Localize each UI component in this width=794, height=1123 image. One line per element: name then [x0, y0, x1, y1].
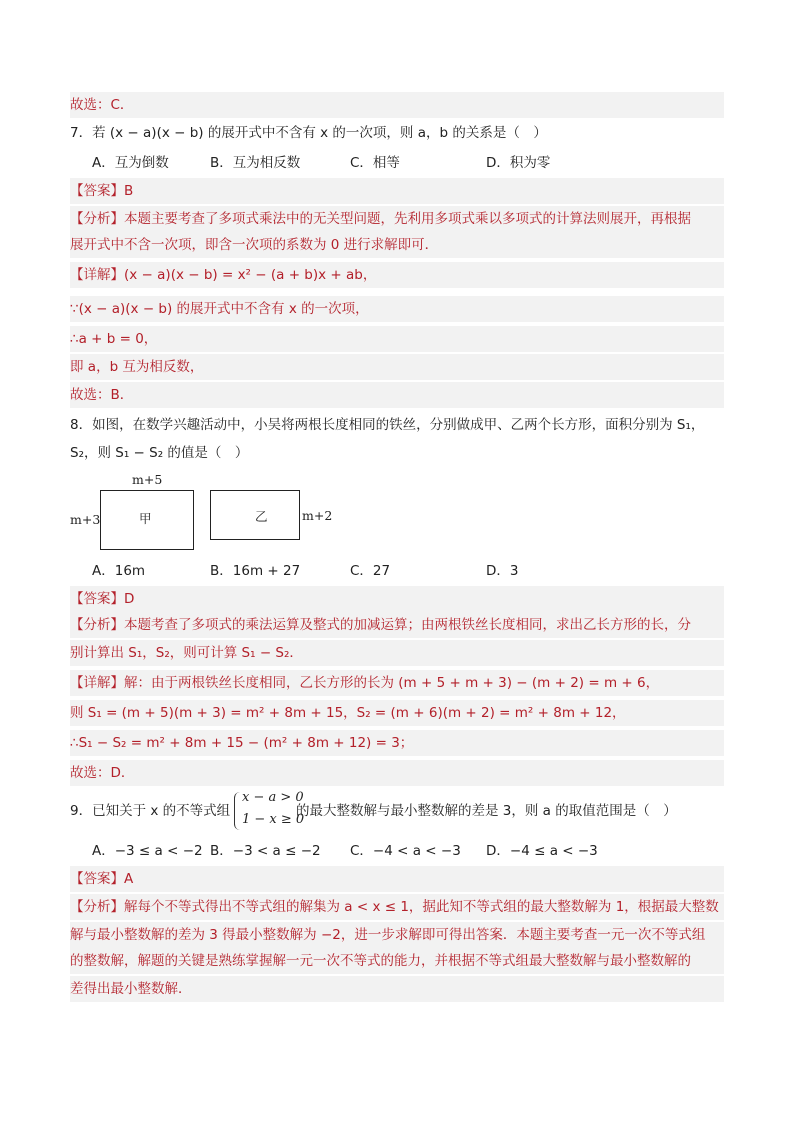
option-d: D．积为零 [486, 155, 551, 171]
detail-line: ∴S₁ − S₂ = m² + 8m + 15 − (m² + 8m + 12) = 3； [70, 730, 724, 756]
question-8: 8．如图，在数学兴趣活动中，小吴将两根长度相同的铁丝，分别做成甲、乙两个长方形，面积分别为 S₁， [70, 417, 705, 433]
question-9-options [70, 838, 724, 864]
answer-label: 【答案】B [70, 178, 724, 204]
detail-line: 【详解】解：由于两根铁丝长度相同，乙长方形的长为 (m + 5 + m + 3) − (m + 2) = m + 6， [70, 670, 724, 696]
rectangle-yi [210, 490, 300, 540]
option-c: C．−4 < a < −3 [350, 843, 461, 859]
option-d: D．3 [486, 563, 519, 579]
rectangle-jia [100, 490, 194, 550]
label-jia: 甲 [139, 511, 152, 526]
detail-line: ∵(x − a)(x − b) 的展开式中不含有 x 的一次项， [70, 296, 724, 322]
option-b: B．互为相反数 [210, 155, 301, 171]
option-a: A．互为倒数 [92, 155, 169, 171]
analysis-line: 差得出最小整数解． [70, 976, 724, 1002]
option-c: C．相等 [350, 155, 400, 171]
system-inequality-1: x − a > 0 [242, 790, 304, 805]
detail-line: 即 a，b 互为相反数， [70, 354, 724, 380]
question-7: 7．若 (x − a)(x − b) 的展开式中不含有 x 的一次项，则 a，b 的关系是（ ） [70, 125, 547, 141]
analysis-line: 【分析】解每个不等式得出不等式组的解集为 a < x ≤ 1，据此知不等式组的最大整数解为 1，根据最大整数 [70, 894, 724, 920]
option-b: B．−3 < a ≤ −2 [210, 843, 321, 859]
option-b: B．16m + 27 [210, 563, 301, 579]
question-8: S₂，则 S₁ − S₂ 的值是（ ） [70, 445, 249, 461]
system-inequality-2: 1 − x ≥ 0 [242, 812, 305, 827]
option-a: A．−3 ≤ a < −2 [92, 843, 203, 859]
detail-line: 【详解】(x − a)(x − b) = x² − (a + b)x + ab， [70, 262, 724, 288]
option-d: D．−4 ≤ a < −3 [486, 843, 598, 859]
option-c: C．27 [350, 563, 391, 579]
analysis-line: 的整数解，解题的关键是熟练掌握解一元一次不等式的能力，并根据不等式组最大整数解与最小整数解的 [70, 948, 724, 974]
question-9 [70, 798, 724, 824]
answer-label: 【答案】D [70, 586, 724, 612]
analysis-line: 展开式中不含一次项，即含一次项的系数为 0 进行求解即可． [70, 232, 724, 258]
option-a: A．16m [92, 563, 146, 579]
analysis-line: 【分析】本题考查了多项式的乘法运算及整式的加减运算；由两根铁丝长度相同，求出乙长方形的长，分 [70, 612, 724, 638]
question-8-options [70, 558, 724, 584]
label-top: m+5 [132, 472, 163, 487]
rectangles-diagram [70, 470, 370, 560]
label-left: m+3 [70, 512, 101, 527]
label-right: m+2 [302, 508, 333, 523]
analysis-line: 别计算出 S₁，S₂，则可计算 S₁ − S₂． [70, 640, 724, 666]
analysis-line: 【分析】本题主要考查了多项式乘法中的无关型问题，先利用多项式乘以多项式的计算法则展开，再根据 [70, 206, 724, 232]
detail-line: ∴a + b = 0， [70, 326, 724, 352]
detail-line: 则 S₁ = (m + 5)(m + 3) = m² + 8m + 15，S₂ = (m + 6)(m + 2) = m² + 8m + 12， [70, 700, 724, 726]
answer-line: 故选：D． [70, 760, 724, 786]
question-9-intro: 9．已知关于 x 的不等式组 [70, 803, 231, 819]
analysis-line: 解与最小整数解的差为 3 得最小整数解为 −2，进一步求解即可得出答案．本题主要考查一元一次不等式组 [70, 922, 724, 948]
answer-line: 故选：C． [70, 92, 724, 118]
answer-label: 【答案】A [70, 866, 724, 892]
label-yi: 乙 [255, 509, 268, 524]
answer-line: 故选：B． [70, 382, 724, 408]
question-9-rest: 的最大整数解与最小整数解的差是 3，则 a 的取值范围是（ ） [296, 803, 677, 819]
question-7-options [70, 150, 724, 176]
